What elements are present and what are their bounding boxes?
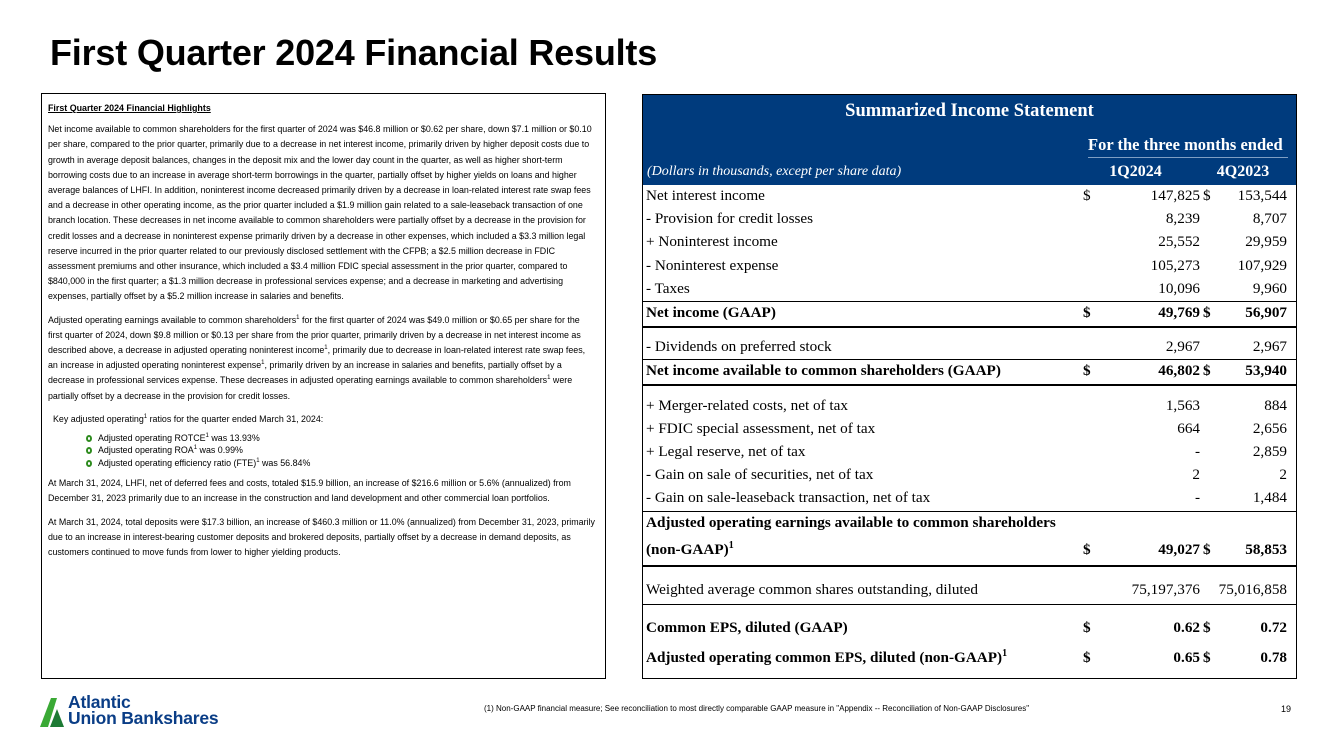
column-header-4q2023: 4Q2023 xyxy=(1216,163,1270,180)
green-bullet-icon xyxy=(86,447,92,454)
currency-symbol: $ xyxy=(1083,649,1091,666)
table-row xyxy=(643,466,1296,489)
cell-value-4q2023: 884 xyxy=(1264,397,1287,414)
cell-value-1q2024: 2,967 xyxy=(1165,338,1200,355)
table-header xyxy=(643,95,1296,185)
footnote-mark: 1 xyxy=(324,345,328,352)
text-run: , primarily due to decrease in loan-related interest rate swap fees, an increase in adjusted operating noninterest expense xyxy=(48,345,586,371)
cell-value-1q2024: 147,825 xyxy=(1150,187,1200,204)
table-row xyxy=(643,338,1296,361)
cell-value-4q2023: 58,853 xyxy=(1245,541,1287,558)
row-label: Common EPS, diluted (GAAP) xyxy=(646,619,848,636)
cell-value-1q2024: 105,273 xyxy=(1150,257,1200,274)
row-label: - Provision for credit losses xyxy=(646,210,814,227)
text-run: was 13.93% xyxy=(208,433,260,444)
units-note: (Dollars in thousands, except per share data) xyxy=(647,164,902,179)
row-label: + Legal reserve, net of tax xyxy=(646,443,806,460)
currency-symbol: $ xyxy=(1083,541,1091,558)
footnote-mark: 1 xyxy=(547,375,551,382)
cell-value-4q2023: 8,707 xyxy=(1252,210,1287,227)
highlights-paragraph-adjusted xyxy=(48,313,595,404)
logo-line-1: Atlantic xyxy=(68,692,131,712)
period-label: For the three months ended xyxy=(1088,135,1283,154)
table-row xyxy=(643,514,1296,537)
footnote-mark: 1 xyxy=(143,413,148,420)
cell-value-1q2024: 1,563 xyxy=(1165,397,1200,414)
cell-value-1q2024: 0.62 xyxy=(1173,619,1200,636)
cell-value-1q2024: 49,769 xyxy=(1158,304,1200,321)
cell-value-4q2023: 29,959 xyxy=(1245,233,1287,250)
table-row xyxy=(643,443,1296,466)
cell-value-4q2023: 56,907 xyxy=(1245,304,1287,321)
list-item xyxy=(86,432,595,444)
text-run: ratios for the quarter ended March 31, 2024: xyxy=(147,413,324,424)
cell-value-4q2023: 107,929 xyxy=(1237,257,1287,274)
cell-value-4q2023: 75,016,858 xyxy=(1218,581,1287,598)
green-bullet-icon xyxy=(86,460,92,467)
divider xyxy=(643,301,1296,302)
logo-line-2: Union Bankshares xyxy=(68,708,219,728)
divider xyxy=(643,565,1296,567)
divider xyxy=(643,604,1296,605)
table-row xyxy=(643,210,1296,233)
cell-value-4q2023: 2,656 xyxy=(1252,420,1287,437)
row-label: - Gain on sale of securities, net of tax xyxy=(646,466,874,483)
text-run: Adjusted operating earnings available to common shareholders xyxy=(48,314,297,325)
text-run: were partially offset by a decrease in the provision for credit losses. xyxy=(48,375,573,401)
currency-symbol: $ xyxy=(1083,304,1091,321)
page-title: First Quarter 2024 Financial Results xyxy=(50,32,658,73)
cell-value-4q2023: 2 xyxy=(1279,466,1287,483)
cell-value-4q2023: 0.72 xyxy=(1260,619,1287,636)
divider xyxy=(643,511,1296,512)
table-row xyxy=(643,362,1296,385)
cell-value-4q2023: 53,940 xyxy=(1245,362,1287,379)
cell-value-1q2024: - xyxy=(1194,489,1200,506)
row-label: Adjusted operating earnings available to common shareholders xyxy=(646,514,1056,531)
ratios-intro xyxy=(53,412,595,427)
table-row xyxy=(643,187,1296,210)
footnote-mark: 1 xyxy=(205,433,209,440)
divider xyxy=(643,359,1296,360)
currency-symbol: $ xyxy=(1203,362,1211,379)
cell-value-1q2024: 49,027 xyxy=(1158,541,1200,558)
row-label: Net interest income xyxy=(646,187,765,204)
footnote-mark: 1 xyxy=(1002,647,1008,659)
text-run: was 0.99% xyxy=(197,445,243,456)
table-row xyxy=(643,397,1296,420)
cell-value-1q2024: 25,552 xyxy=(1158,233,1200,250)
list-item xyxy=(86,457,595,469)
income-statement-table xyxy=(642,94,1297,679)
cell-value-1q2024: 2 xyxy=(1192,466,1200,483)
footnote-mark: 1 xyxy=(728,539,734,551)
list-item xyxy=(86,444,595,456)
text-run: Adjusted operating ROA xyxy=(98,445,194,456)
logo-text xyxy=(68,694,218,726)
highlights-paragraph-net-income: Net income available to common shareholders for the first quarter of 2024 was $46.8 million or $0.62 per share, down $7.1 million or $0.10 per share, compared to the prior quarter, primarily due to a decrease in net interest income, primarily driven by higher deposit costs due to growth in average deposit balances, changes in the deposit mix and the lower day count in the quarter, as well as higher short-term borrowing costs due to an increase in average short-term borrowings in the quarter, partially offset by higher yields on loans and higher average balances of LHFI. In addition, noninterest income decreased primarily driven by a decrease in loan-related interest rate swap fees and a decrease in other operating income, as the prior quarter included a $1.9 million gain related to a sale-leaseback transaction of one branch location. These decreases in net income available to common shareholders were partially offset by a decrease in the provision for credit losses and a decrease in noninterest expense primarily driven by a decrease in other expenses, which included a $3.3 million legal reserve incurred in the prior quarter related to our previously disclosed settlement with the CFPB; a $2.5 million decrease in FDIC assessment premiums and other insurance, which included a $3.4 million FDIC special assessment in the prior quarter, compared to $840,000 in the first quarter; a $1.3 million decrease in professional services expense; and a decrease in marketing and advertising expenses, partially offset by a $5.2 million increase in salaries and benefits. xyxy=(48,124,592,302)
row-label: Weighted average common shares outstanding, diluted xyxy=(646,581,978,598)
highlights-paragraph-loans: At March 31, 2024, LHFI, net of deferred fees and costs, totaled $15.9 billion, an increase of $216.6 million or 5.6% (annualized) from December 31, 2023 primarily due to an increase in the construction and land development and other commercial loan portfolios. xyxy=(48,478,571,504)
row-label: Net income (GAAP) xyxy=(646,304,776,321)
cell-value-1q2024: 46,802 xyxy=(1158,362,1200,379)
cell-value-4q2023: 9,960 xyxy=(1252,280,1287,297)
text-run: for the first quarter of 2024 was $49.0 million or $0.65 per share for the first quarter of 2024, down $9.8 million or $0.13 per share from the prior quarter, primarily driven by a decrease in net interest income as described above, a decrease in adjusted operating noninterest income xyxy=(48,314,581,356)
divider xyxy=(643,384,1296,386)
table-row xyxy=(643,649,1296,672)
currency-symbol: $ xyxy=(1083,187,1091,204)
cell-value-1q2024: 664 xyxy=(1177,420,1200,437)
company-logo xyxy=(38,694,268,734)
currency-symbol: $ xyxy=(1083,362,1091,379)
currency-symbol: $ xyxy=(1203,541,1211,558)
text-run: Adjusted operating efficiency ratio (FTE) xyxy=(98,457,257,468)
currency-symbol: $ xyxy=(1203,304,1211,321)
divider xyxy=(1088,157,1288,158)
column-header-1q2024: 1Q2024 xyxy=(1109,163,1162,180)
table-row xyxy=(643,489,1296,512)
table-row xyxy=(643,420,1296,443)
logo-mark-icon xyxy=(38,696,66,728)
currency-symbol: $ xyxy=(1203,619,1211,636)
row-label: Net income available to common shareholders (GAAP) xyxy=(646,362,1001,379)
table-row xyxy=(643,541,1296,564)
cell-value-4q2023: 2,859 xyxy=(1252,443,1287,460)
row-label: + Noninterest income xyxy=(646,233,778,250)
table-row xyxy=(643,257,1296,280)
text-run: , primarily driven by an increase in salaries and benefits, partially offset by a decrease in professional services expense. These decreases in adjusted operating earnings available to common shareholders xyxy=(48,360,562,386)
table-row xyxy=(643,619,1296,642)
currency-symbol: $ xyxy=(1203,187,1211,204)
cell-value-4q2023: 0.78 xyxy=(1260,649,1287,666)
row-label: (non-GAAP)$^1$ xyxy=(646,539,734,558)
text-run: was 56.84% xyxy=(259,457,311,468)
highlights-panel xyxy=(41,93,606,679)
row-label: - Gain on sale-leaseback transaction, net of tax xyxy=(646,489,931,506)
currency-symbol: $ xyxy=(1083,619,1091,636)
text-run: Adjusted operating ROTCE xyxy=(98,433,206,444)
row-label: - Taxes xyxy=(646,280,690,297)
divider xyxy=(643,326,1296,328)
footnote-mark: 1 xyxy=(256,457,260,464)
cell-value-4q2023: 153,544 xyxy=(1237,187,1287,204)
cell-value-4q2023: 2,967 xyxy=(1252,338,1287,355)
footnote-mark: 1 xyxy=(296,314,300,321)
table-title: Summarized Income Statement xyxy=(845,101,1094,121)
row-label: - Dividends on preferred stock xyxy=(646,338,832,355)
ratio-list xyxy=(48,432,595,469)
row-label: - Noninterest expense xyxy=(646,257,779,274)
green-bullet-icon xyxy=(86,435,92,442)
text-run: Key adjusted operating xyxy=(53,413,144,424)
cell-value-4q2023: 1,484 xyxy=(1252,489,1287,506)
highlights-heading: First Quarter 2024 Financial Highlights xyxy=(48,103,211,113)
row-label: + FDIC special assessment, net of tax xyxy=(646,420,876,437)
page-number: 19 xyxy=(1281,704,1292,714)
footnote: (1) Non-GAAP financial measure; See reconciliation to most directly comparable GAAP measure in "Appendix -- Reconciliation of Non-GAAP Disclosures" xyxy=(484,704,1030,713)
table-row xyxy=(643,233,1296,256)
cell-value-1q2024: 8,239 xyxy=(1165,210,1200,227)
table-row xyxy=(643,581,1296,604)
cell-value-1q2024: 0.65 xyxy=(1173,649,1200,666)
row-label: Adjusted operating common EPS, diluted (non-GAAP)$^1$ xyxy=(646,647,1008,666)
footnote-mark: 1 xyxy=(261,360,265,367)
cell-value-1q2024: - xyxy=(1194,443,1200,460)
cell-value-1q2024: 10,096 xyxy=(1158,280,1200,297)
currency-symbol: $ xyxy=(1203,649,1211,666)
cell-value-1q2024: 75,197,376 xyxy=(1131,581,1200,598)
table-row xyxy=(643,280,1296,303)
highlights-paragraph-deposits: At March 31, 2024, total deposits were $17.3 billion, an increase of $460.3 million or 11.0% (annualized) from December 31, 2023, primarily due to an increase in interest-bearing customer deposits and brokered deposits, partially offset by a decrease in demand deposits, as customers continued to move funds from lower to higher yielding products. xyxy=(48,516,595,558)
footnote-mark: 1 xyxy=(193,445,198,452)
row-label: + Merger-related costs, net of tax xyxy=(646,397,848,414)
table-row xyxy=(643,304,1296,327)
